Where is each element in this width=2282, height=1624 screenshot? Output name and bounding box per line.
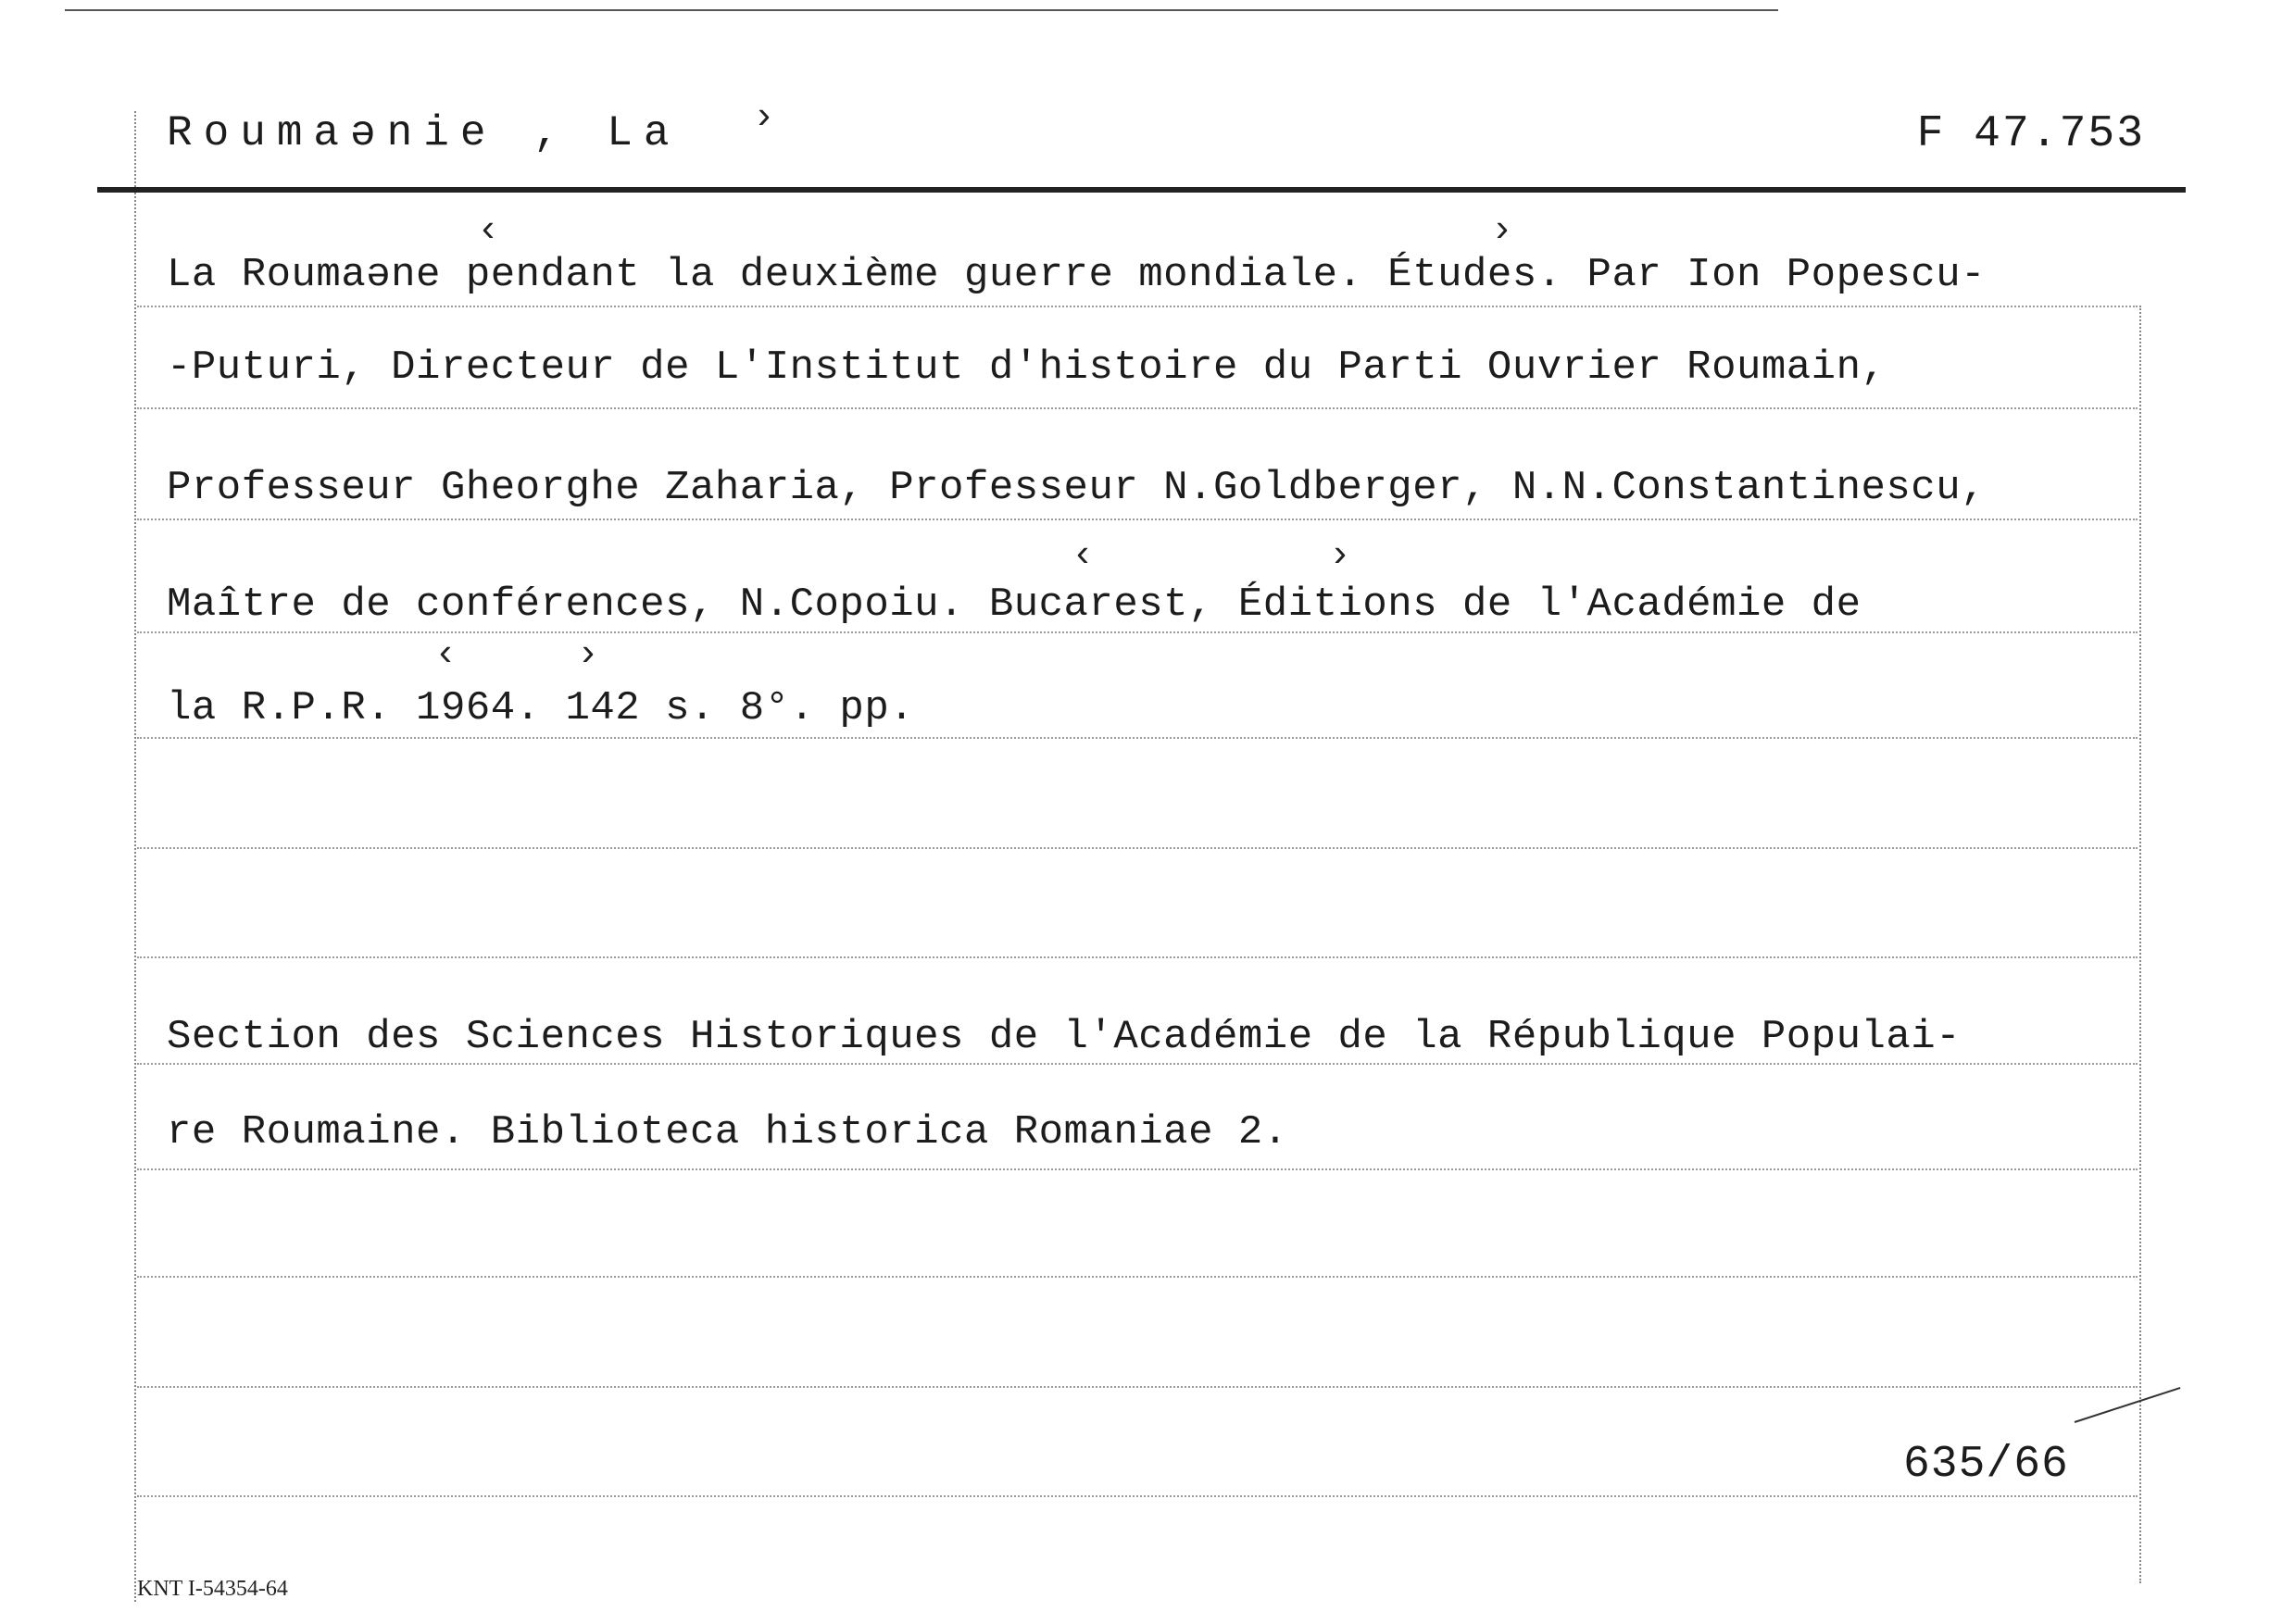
insertion-mark: › [1334, 531, 1347, 574]
title-line: Professeur Gheorghe Zaharia, Professeur N.Goldberger, N.N.Constantinescu, [167, 465, 1987, 511]
ruled-line [137, 956, 2138, 958]
ruled-line [137, 407, 2138, 409]
ruled-line [137, 1168, 2138, 1170]
insertion-mark: › [1496, 206, 1509, 249]
ruled-line [137, 1495, 2138, 1497]
right-margin-guide [2139, 306, 2141, 1583]
card-top-edge [65, 9, 1778, 11]
ruled-line [137, 631, 2138, 633]
ruled-line [137, 1063, 2138, 1065]
ruled-line [137, 847, 2138, 849]
pen-stroke [2075, 1387, 2181, 1423]
insertion-mark: › [758, 93, 771, 136]
title-line: la R.P.R. 1964. 142 s. 8°. pp. [167, 685, 915, 731]
call-number: F 47.753 [1916, 109, 2145, 159]
insertion-mark: ‹ [439, 630, 452, 673]
print-code: KNT I-54354-64 [137, 1577, 288, 1601]
card-heading: Roumaǝnie , La [167, 109, 681, 157]
ruled-line [137, 306, 2138, 307]
heading-rule [97, 187, 2186, 193]
series-line: re Roumaine. Biblioteca historica Romaniae 2. [167, 1109, 1288, 1156]
title-line: -Puturi, Directeur de L'Institut d'histoire du Parti Ouvrier Roumain, [167, 344, 1887, 391]
insertion-mark: › [582, 630, 595, 673]
title-line: La Roumaǝne pendant la deuxième guerre mondiale. Études. Par Ion Popescu- [167, 252, 1987, 298]
ruled-line [137, 518, 2138, 520]
insertion-mark: ‹ [1076, 531, 1089, 574]
accession-number: 635/66 [1903, 1440, 2069, 1490]
title-line: Maître de conférences, N.Copoiu. Bucarest, Éditions de l'Académie de [167, 581, 1862, 628]
ruled-line [137, 737, 2138, 739]
insertion-mark: ‹ [482, 206, 495, 249]
ruled-line [137, 1386, 2138, 1388]
left-margin-guide [134, 111, 136, 1602]
ruled-line [137, 1276, 2138, 1278]
series-line: Section des Sciences Historiques de l'Académie de la République Populai- [167, 1014, 1962, 1060]
